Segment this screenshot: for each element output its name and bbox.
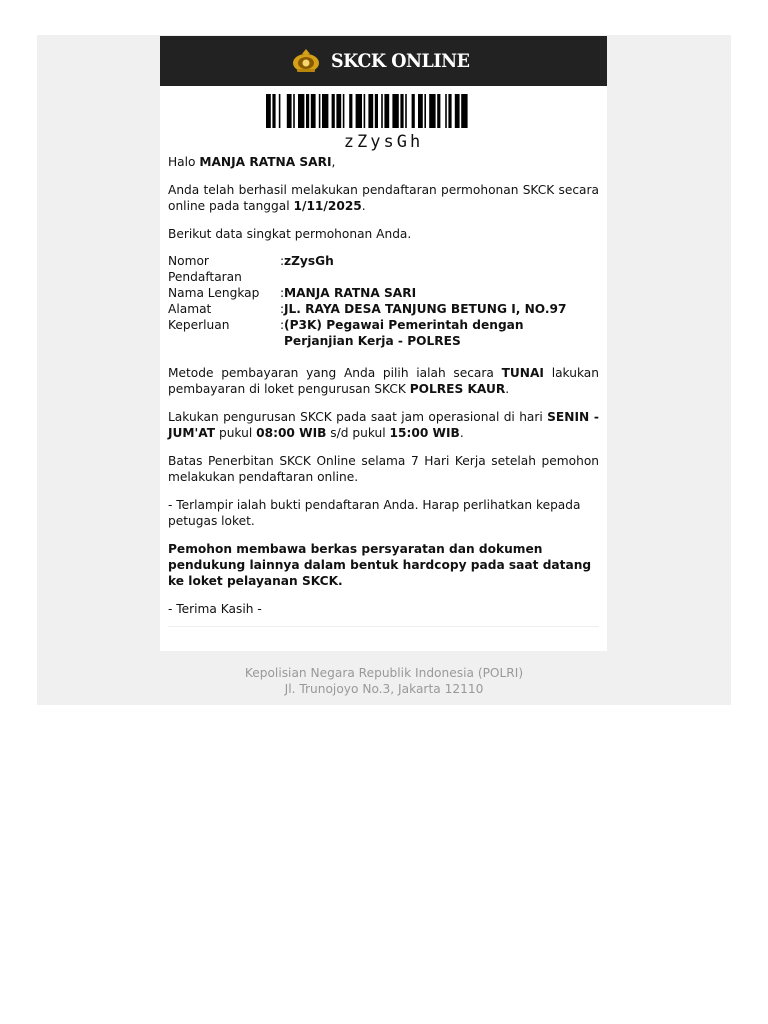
recipient-name: MANJA RATNA SARI	[199, 155, 332, 169]
intro-paragraph: Anda telah berhasil melakukan pendaftaran permohonan SKCK secara online pada tanggal 1/11/2025.	[168, 183, 599, 213]
closing-time: 15:00 WIB	[389, 426, 460, 440]
detail-value: MANJA RATNA SARI	[284, 286, 417, 300]
divider	[168, 626, 599, 627]
opening-time: 08:00 WIB	[256, 426, 327, 440]
payment-location: POLRES KAUR	[409, 382, 506, 396]
police-emblem-icon	[291, 48, 321, 74]
hours-paragraph: Lakukan pengurusan SKCK pada saat jam operasional di hari SENIN - JUM'AT pukul 08:00 WIB s/d pukul 15:00 WIB.	[168, 410, 599, 440]
logo-text: SKCK ONLINE	[331, 50, 470, 72]
payment-paragraph: Metode pembayaran yang Anda pilih ialah secara TUNAI lakukan pembayaran di loket pengurusan SKCK POLRES KAUR.	[168, 366, 599, 396]
footer-address: Jl. Trunojoyo No.3, Jakarta 12110	[284, 681, 484, 696]
footer	[37, 666, 731, 697]
detail-label: Alamat	[168, 302, 212, 316]
payment-method: TUNAI	[501, 366, 544, 380]
email-card	[160, 36, 607, 651]
footer-organization: Kepolisian Negara Republik Indonesia (POLRI)	[244, 666, 524, 680]
logo	[291, 48, 476, 74]
greeting: Halo MANJA RATNA SARI,	[168, 155, 336, 169]
detail-label: Nama Lengkap	[168, 286, 260, 300]
closing-text: - Terima Kasih -	[168, 602, 262, 616]
email-body	[168, 154, 599, 617]
header-bar	[160, 36, 607, 86]
detail-label: Nomor Pendaftaran	[168, 254, 242, 284]
detail-value: JL. RAYA DESA TANJUNG BETUNG I, NO.97	[284, 302, 567, 316]
details-table	[168, 253, 599, 349]
detail-label: Keperluan	[168, 318, 230, 332]
detail-row-registration-number: Nomor Pendaftaran : zZysGh	[168, 253, 599, 285]
registration-date: 1/11/2025	[293, 199, 362, 213]
detail-row-address: Alamat : JL. RAYA DESA TANJUNG BETUNG I, NO.97	[168, 301, 599, 317]
notice-paragraph: Pemohon membawa berkas persyaratan dan dokumen pendukung lainnya dalam bentuk hardcopy pada saat datang ke loket pelayanan SKCK.	[168, 542, 592, 588]
detail-row-purpose: Keperluan : (P3K) Pegawai Pemerintah dengan Perjanjian Kerja - POLRES	[168, 317, 599, 349]
detail-row-full-name: Nama Lengkap : MANJA RATNA SARI	[168, 285, 599, 301]
attachment-paragraph: - Terlampir ialah bukti pendaftaran Anda. Harap perlihatkan kepada petugas loket.	[168, 498, 581, 528]
detail-value: (P3K) Pegawai Pemerintah dengan Perjanjian Kerja - POLRES	[284, 318, 524, 348]
summary-intro: Berikut data singkat permohonan Anda.	[168, 227, 412, 241]
deadline-paragraph: Batas Penerbitan SKCK Online selama 7 Hari Kerja setelah pemohon melakukan pendaftaran online.	[168, 454, 599, 484]
detail-value: zZysGh	[284, 254, 334, 268]
barcode-code: zZysGh	[343, 132, 424, 152]
operating-days: SENIN - JUM'AT	[168, 410, 599, 440]
barcode	[266, 94, 502, 128]
